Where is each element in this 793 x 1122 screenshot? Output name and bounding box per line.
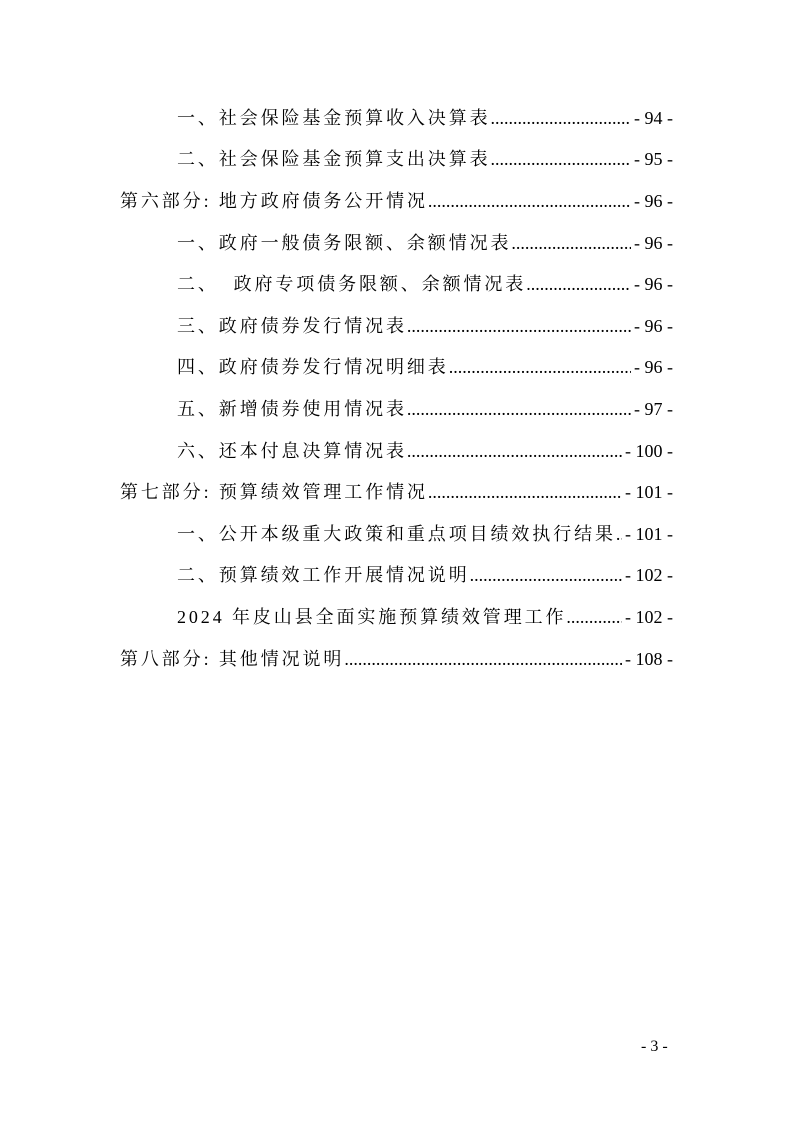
toc-entry-page: - 101 -	[625, 523, 673, 544]
dot-leader	[491, 150, 632, 168]
toc-entry[interactable]	[0, 555, 793, 597]
dot-leader	[344, 650, 622, 668]
toc-entry-page: - 97 -	[634, 398, 673, 419]
toc-part-title: 第七部分: 预算绩效管理工作情况	[120, 482, 428, 503]
dot-leader	[407, 400, 631, 418]
toc-entry[interactable]	[0, 97, 793, 139]
toc-entry-page: - 102 -	[625, 565, 673, 586]
toc-entry-page: - 96 -	[634, 190, 673, 211]
toc-entry-page: - 95 -	[634, 149, 673, 170]
dot-leader	[449, 358, 631, 376]
toc-entry-title: 五、新增债券使用情况表	[177, 398, 407, 419]
toc-entry[interactable]	[0, 513, 793, 555]
toc-part-entry[interactable]	[0, 471, 793, 513]
toc-entry-title: 一、政府一般债务限额、余额情况表	[177, 232, 512, 253]
dot-leader	[566, 608, 622, 626]
toc-entry-title: 二、 政府专项债务限额、余额情况表	[177, 274, 527, 295]
toc-entry-page: - 96 -	[634, 274, 673, 295]
dot-leader	[491, 109, 632, 127]
dot-leader	[470, 566, 622, 584]
toc-entry-title: 六、还本付息决算情况表	[177, 440, 407, 461]
dot-leader	[407, 442, 622, 460]
toc-entry[interactable]	[0, 596, 793, 638]
toc-entry-title: 一、社会保险基金预算收入决算表	[177, 107, 491, 128]
toc-part-entry[interactable]	[0, 638, 793, 680]
dot-leader	[407, 317, 631, 335]
toc-entry-page: - 108 -	[625, 648, 673, 669]
toc-entry-page: - 102 -	[625, 606, 673, 627]
toc-entry-title: 2024 年皮山县全面实施预算绩效管理工作	[177, 606, 567, 627]
table-of-contents	[0, 97, 793, 679]
toc-entry-title: 四、政府债券发行情况明细表	[177, 357, 449, 378]
toc-entry-title: 二、预算绩效工作开展情况说明	[177, 565, 470, 586]
toc-entry-page: - 96 -	[634, 315, 673, 336]
dot-leader	[428, 192, 631, 210]
toc-entry-page: - 96 -	[634, 232, 673, 253]
dot-leader	[511, 234, 631, 252]
toc-part-entry[interactable]	[0, 180, 793, 222]
toc-entry[interactable]	[0, 430, 793, 472]
toc-entry-page: - 100 -	[625, 440, 673, 461]
dot-leader	[526, 275, 631, 293]
toc-entry[interactable]	[0, 139, 793, 181]
toc-entry-title: 二、社会保险基金预算支出决算表	[177, 149, 491, 170]
toc-entry-title: 三、政府债券发行情况表	[177, 315, 407, 336]
toc-entry[interactable]	[0, 305, 793, 347]
toc-entry-title: 一、公开本级重大政策和重点项目绩效执行结果	[177, 523, 616, 544]
toc-entry[interactable]	[0, 388, 793, 430]
toc-part-title: 第八部分: 其他情况说明	[120, 648, 345, 669]
page-number: - 3 -	[641, 1038, 668, 1055]
dot-leader	[428, 483, 622, 501]
toc-entry-page: - 101 -	[625, 482, 673, 503]
toc-entry[interactable]	[0, 222, 793, 264]
toc-entry-page: - 96 -	[634, 357, 673, 378]
toc-entry[interactable]	[0, 263, 793, 305]
toc-part-title: 第六部分: 地方政府债务公开情况	[120, 190, 428, 211]
toc-entry[interactable]	[0, 347, 793, 389]
toc-entry-page: - 94 -	[634, 107, 673, 128]
